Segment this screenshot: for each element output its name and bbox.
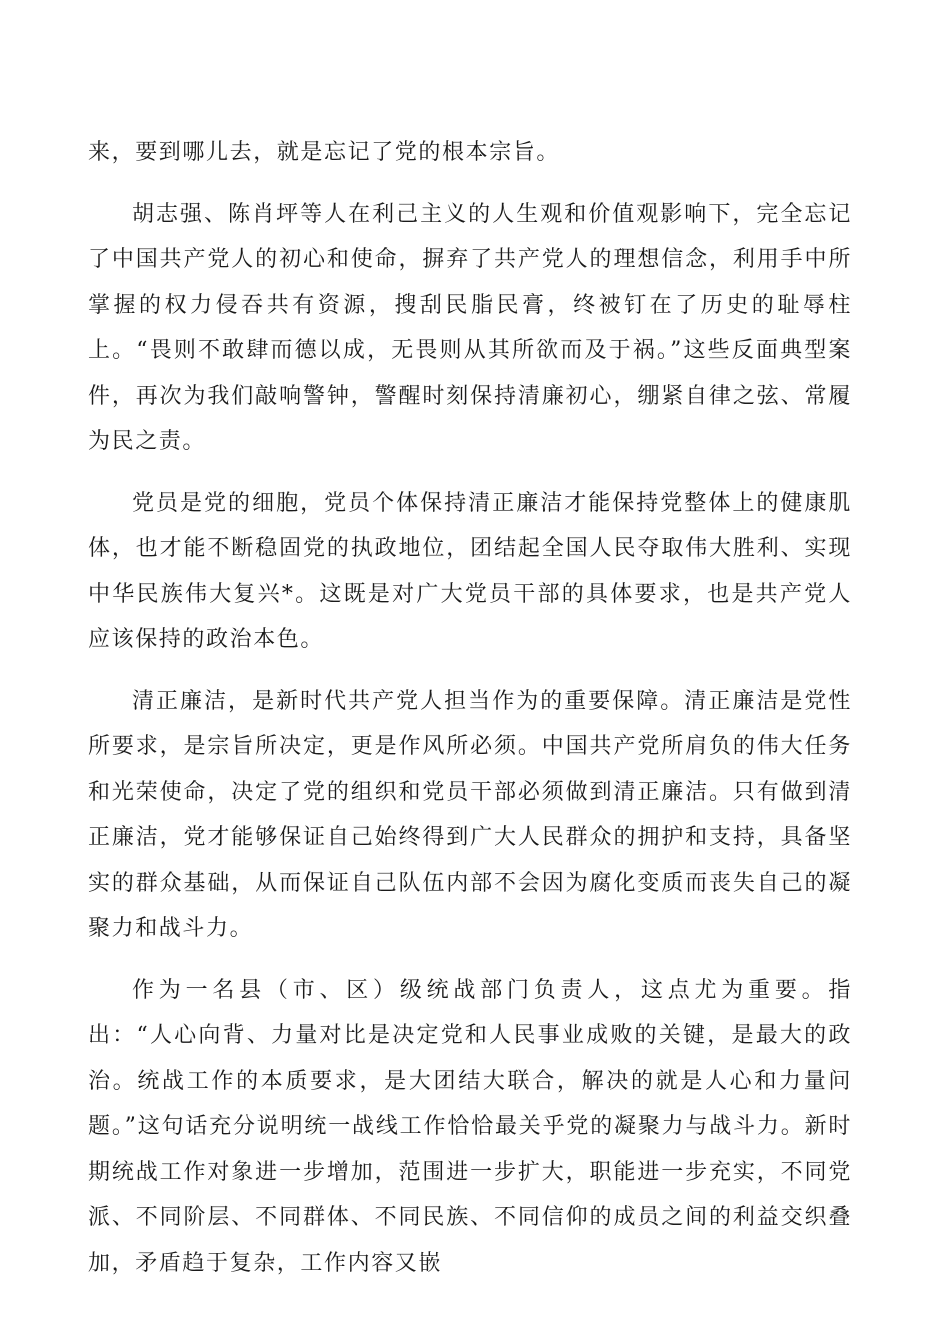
paragraph-continuation: 来，要到哪儿去，就是忘记了党的根本宗旨。 xyxy=(88,140,561,165)
paragraph-united-front: 作为一名县（市、区）级统战部门负责人，这点尤为重要。指出：“人心向背、力量对比是决定党和人民事业成败的关键，是最大的政治。统战工作的本质要求，是大团结大联合，解决的就是人心和力量问题。”这句话充分说明统一战线工作恰恰最关乎党的凝聚力与战斗力。新时期统战工作对象进一步增加，范围进一步扩大，职能进一步充实，不同党派、不同阶层、不同群体、不同民族、不同信仰的成员之间的利益交织叠加，矛盾趋于复杂，工作内容又嵌 xyxy=(88,977,852,1276)
paragraph-integrity: 清正廉洁，是新时代共产党人担当作为的重要保障。清正廉洁是党性所要求，是宗旨所决定，更是作风所必须。中国共产党所肩负的伟大任务和光荣使命，决定了党的组织和党员干部必须做到清正廉洁。只有做到清正廉洁，党才能够保证自己始终得到广大人民群众的拥护和支持，具备坚实的群众基础，从而保证自己队伍内部不会因为腐化变质而丧失自己的凝聚力和战斗力。 xyxy=(88,688,852,941)
paragraph-case-warning: 胡志强、陈肖坪等人在利己主义的人生观和价值观影响下，完全忘记了中国共产党人的初心和使命，摒弃了共产党人的理想信念，利用手中所掌握的权力侵吞共有资源，搜刮民脂民膏，终被钉在了历史的耻辱柱上。“畏则不敢肆而德以成，无畏则从其所欲而及于祸。”这些反面典型案件，再次为我们敲响警钟，警醒时刻保持清廉初心，绷紧自律之弦、常履为民之责。 xyxy=(88,201,852,454)
document-body xyxy=(88,130,852,1302)
paragraph-party-members: 党员是党的细胞，党员个体保持清正廉洁才能保持党整体上的健康肌体，也才能不断稳固党的执政地位，团结起全国人民夺取伟大胜利、实现中华民族伟大复兴*。这既是对广大党员干部的具体要求，也是共产党人应该保持的政治本色。 xyxy=(88,490,852,652)
